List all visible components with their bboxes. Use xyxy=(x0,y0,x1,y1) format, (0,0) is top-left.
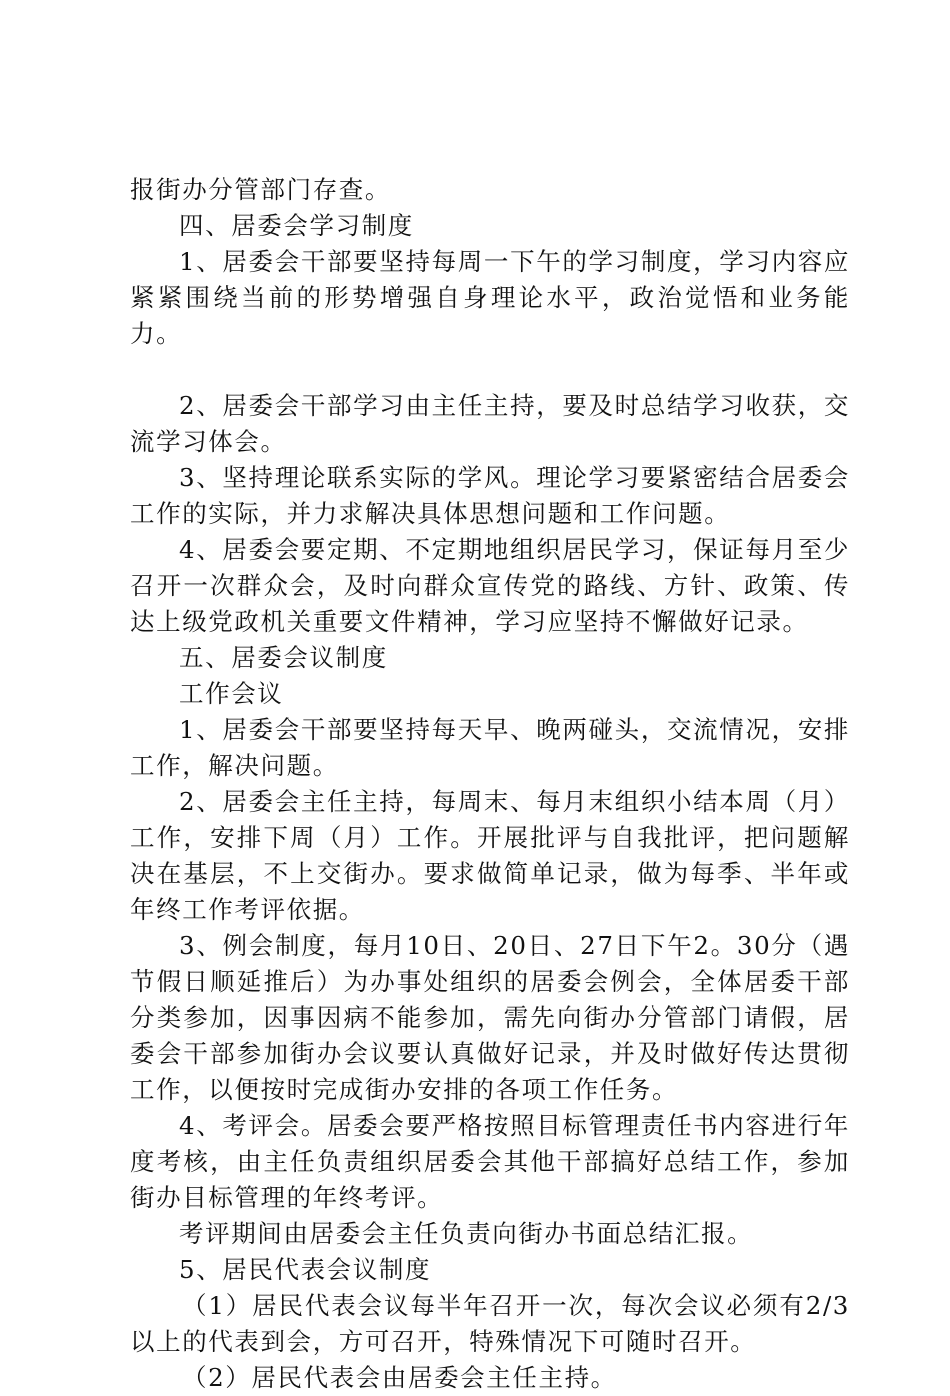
paragraph-continuation: 报街办分管部门存查。 xyxy=(130,175,391,204)
paragraph-meeting-1: 1、居委会干部要坚持每天早、晚两碰头，交流情况，安排工作，解决问题。 xyxy=(130,715,850,780)
paragraph-meeting-3: 3、例会制度，每月10日、20日、27日下午2。30分（遇节假日顺延推后）为办事处组织的居委会例会，全体居委干部分类参加，因事因病不能参加，需先向街办分管部门请假，居委会干部参加街办会议要认真做好记录，并及时做好传达贯彻工作，以便按时完成街办安排的各项工作任务。 xyxy=(130,931,850,1104)
paragraph-study-3: 3、坚持理论联系实际的学风。理论学习要紧密结合居委会工作的实际，并力求解决具体思想问题和工作问题。 xyxy=(130,463,850,528)
document-body xyxy=(130,172,850,1396)
paragraph-study-4: 4、居委会要定期、不定期地组织居民学习，保证每月至少召开一次群众会，及时向群众宣传党的路线、方针、政策、传达上级党政机关重要文件精神，学习应坚持不懈做好记录。 xyxy=(130,535,850,636)
subheading-resident-representative-meeting: 5、居民代表会议制度 xyxy=(179,1255,432,1284)
section-heading-meeting-system: 五、居委会议制度 xyxy=(179,643,388,672)
section-heading-study-system: 四、居委会学习制度 xyxy=(179,211,414,240)
blank-line xyxy=(130,352,850,388)
paragraph-study-1: 1、居委会干部要坚持每周一下午的学习制度，学习内容应紧紧围绕当前的形势增强自身理论水平，政治觉悟和业务能力。 xyxy=(130,247,850,348)
subheading-work-meeting: 工作会议 xyxy=(179,679,284,708)
paragraph-study-2: 2、居委会干部学习由主任主持，要及时总结学习收获，交流学习体会。 xyxy=(130,391,850,456)
paragraph-representative-1: （1）居民代表会议每半年召开一次，每次会议必须有2/3以上的代表到会，方可召开，特殊情况下可随时召开。 xyxy=(130,1291,850,1356)
paragraph-evaluation-report: 考评期间由居委会主任负责向街办书面总结汇报。 xyxy=(179,1219,754,1248)
paragraph-meeting-4: 4、考评会。居委会要严格按照目标管理责任书内容进行年度考核，由主任负责组织居委会其他干部搞好总结工作，参加街办目标管理的年终考评。 xyxy=(130,1111,850,1212)
paragraph-representative-2: （2）居民代表会由居委会主任主持。 xyxy=(182,1363,617,1392)
paragraph-meeting-2: 2、居委会主任主持，每周末、每月末组织小结本周（月）工作，安排下周（月）工作。开展批评与自我批评，把问题解决在基层，不上交街办。要求做简单记录，做为每季、半年或年终工作考评依据。 xyxy=(130,787,850,924)
